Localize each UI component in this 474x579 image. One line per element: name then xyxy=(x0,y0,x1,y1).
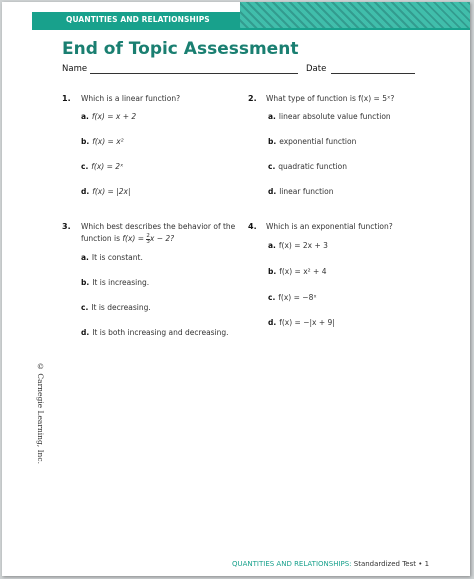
question-2-choice-a[interactable] xyxy=(268,112,391,121)
choice-letter: a. xyxy=(81,253,89,262)
choice-letter: d. xyxy=(268,318,277,327)
choice-letter: c. xyxy=(81,162,89,171)
choice-text: f(x) = x² xyxy=(92,137,124,146)
header-bar xyxy=(32,12,240,28)
choice-text: f(x) = −8ˣ xyxy=(278,293,317,302)
question-1-choice-a[interactable] xyxy=(81,112,136,121)
choice-text: It is decreasing. xyxy=(91,303,151,312)
date-label: Date xyxy=(306,64,327,74)
choice-letter: d. xyxy=(81,187,90,196)
question-2-text: What type of function is f(x) = 5ˣ? xyxy=(266,94,395,103)
question-1-choice-b[interactable] xyxy=(81,137,124,146)
choice-letter: c. xyxy=(81,303,89,312)
header-rule xyxy=(32,28,470,30)
question-4-choice-d[interactable] xyxy=(268,318,335,327)
choice-letter: c. xyxy=(268,293,276,302)
question-2-choice-d[interactable] xyxy=(268,187,333,196)
choice-letter: b. xyxy=(268,137,277,146)
worksheet-page xyxy=(2,2,470,576)
question-3-line-2-prefix: function is xyxy=(81,234,123,243)
choice-text: f(x) = 2x + 3 xyxy=(278,241,328,250)
name-field[interactable] xyxy=(90,73,298,74)
question-3-choice-a[interactable] xyxy=(81,253,143,262)
date-field[interactable] xyxy=(331,73,415,74)
choice-text: It is constant. xyxy=(91,253,143,262)
choice-text: f(x) = x² + 4 xyxy=(279,267,327,276)
choice-letter: d. xyxy=(268,187,277,196)
question-4-number: 4. xyxy=(248,222,257,231)
choice-text: exponential function xyxy=(279,137,357,146)
question-4-choice-b[interactable] xyxy=(268,267,326,276)
page-footer xyxy=(232,560,429,568)
question-4-choice-c[interactable] xyxy=(268,293,317,302)
question-1-choice-c[interactable] xyxy=(81,162,123,171)
page-title: End of Topic Assessment xyxy=(62,39,299,59)
choice-text: f(x) = −|x + 9| xyxy=(279,318,335,327)
question-2-choice-b[interactable] xyxy=(268,137,356,146)
question-3-number: 3. xyxy=(62,222,71,231)
question-3-text xyxy=(81,221,261,245)
choice-text: It is both increasing and decreasing. xyxy=(92,328,229,337)
question-4-choice-a[interactable] xyxy=(268,241,328,250)
choice-text: linear absolute value function xyxy=(278,112,391,121)
choice-letter: a. xyxy=(268,112,276,121)
header-stripes xyxy=(240,2,470,30)
question-3-choice-d[interactable] xyxy=(81,328,229,337)
question-3-choice-b[interactable] xyxy=(81,278,149,287)
choice-text: linear function xyxy=(279,187,334,196)
footer-rest: Standardized Test • 1 xyxy=(351,560,430,568)
question-1-number: 1. xyxy=(62,94,71,103)
question-3-choice-c[interactable] xyxy=(81,303,151,312)
copyright-side-text: © Carnegie Learning, Inc. xyxy=(36,362,45,464)
choice-text: f(x) = 2ˣ xyxy=(91,162,124,171)
footer-topic: QUANTITIES AND RELATIONSHIPS: xyxy=(232,560,352,568)
question-1-text: Which is a linear function? xyxy=(81,94,181,103)
choice-text: quadratic function xyxy=(278,162,348,171)
question-3-expr-start: f(x) = xyxy=(122,234,147,243)
question-4-text: Which is an exponential function? xyxy=(266,222,393,231)
header-bar-label: QUANTITIES AND RELATIONSHIPS xyxy=(66,15,210,24)
question-2-number: 2. xyxy=(248,94,257,103)
question-2-choice-c[interactable] xyxy=(268,162,347,171)
choice-letter: c. xyxy=(268,162,276,171)
choice-letter: b. xyxy=(268,267,277,276)
choice-letter: a. xyxy=(81,112,89,121)
choice-text: f(x) = |2x| xyxy=(92,187,131,196)
fraction-numerator: 2 xyxy=(146,232,150,239)
choice-letter: b. xyxy=(81,278,90,287)
choice-text: f(x) = x + 2 xyxy=(91,112,137,121)
choice-letter: a. xyxy=(268,241,276,250)
question-3-line-1: Which best describes the behavior of the xyxy=(81,222,236,231)
question-3-expr-end: x − 2? xyxy=(149,234,175,243)
name-label: Name xyxy=(62,64,88,74)
choice-letter: b. xyxy=(81,137,90,146)
question-1-choice-d[interactable] xyxy=(81,187,130,196)
choice-text: It is increasing. xyxy=(92,278,150,287)
choice-letter: d. xyxy=(81,328,90,337)
fraction-denominator: 3 xyxy=(146,238,150,245)
